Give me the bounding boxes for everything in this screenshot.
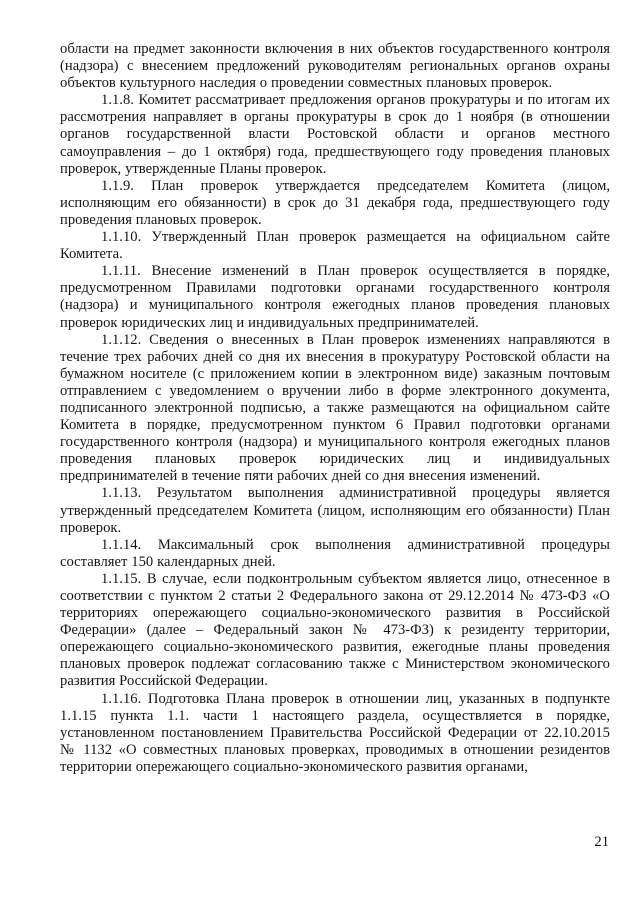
paragraph-1-1-13: 1.1.13. Результатом выполнения административной процедуры является утвержденный председателем Комитета (лицом, исполняющим его обязанности) План проверок. (60, 485, 610, 536)
paragraph-1-1-15: 1.1.15. В случае, если подконтрольным субъектом является лицо, отнесенное в соответствии с пунктом 2 статьи 2 Федерального закона от 29.12.2014 № 473-ФЗ «О территориях опережающего социально-экономического развития в Российской Федерации» (далее – Федеральный закон № 473-ФЗ) к резиденту территории, опережающего социально-экономического развития, ежегодные планы проведения плановых проверок подлежат согласованию также с Министерством экономического развития Российской Федерации. (60, 570, 610, 690)
paragraph-1-1-8: 1.1.8. Комитет рассматривает предложения органов прокуратуры и по итогам их рассмотрения направляет в органы прокуратуры в срок до 1 ноября (в отношении органов государственной власти Ростовской области и органов местного самоуправления – до 1 октября) года, предшествующего году проведения плановых проверок, утвержденные Планы проверок. (60, 92, 610, 177)
paragraph-1-1-16: 1.1.16. Подготовка Плана проверок в отношении лиц, указанных в подпункте 1.1.15 пункта 1.1. части 1 настоящего раздела, осуществляется в порядке, установленном постановлением Правительства Российской Федерации от 22.10.2015 № 1132 «О совместных плановых проверках, проводимых в отношении резидентов территории опережающего социально-экономического развития органами, (60, 690, 610, 775)
body-text (60, 41, 610, 776)
paragraph-1-1-12: 1.1.12. Сведения о внесенных в План проверок изменениях направляются в течение трех рабочих дней со дня их внесения в прокуратуру Ростовской области на бумажном носителе (с приложением копии в электронном виде) заказным почтовым отправлением с уведомлением о вручении либо в форме электронного документа, подписанного электронной подписью, а также размещаются на официальном сайте Комитета в порядке, предусмотренном пунктом 6 Правил подготовки органами государственного контроля (надзора) и муниципального контроля ежегодных планов проведения плановых проверок юридических лиц и индивидуальных предпринимателей в течение пяти рабочих дней со дня внесения изменений. (60, 331, 610, 485)
paragraph-1-1-14: 1.1.14. Максимальный срок выполнения административной процедуры составляет 150 календарных дней. (60, 536, 610, 570)
paragraph-1-1-10: 1.1.10. Утвержденный План проверок размещается на официальном сайте Комитета. (60, 229, 610, 263)
page-number: 21 (594, 834, 609, 850)
paragraph-1-1-11: 1.1.11. Внесение изменений в План проверок осуществляется в порядке, предусмотренном Правилами подготовки органами государственного контроля (надзора) и муниципального контроля ежегодных планов проведения плановых проверок юридических лиц и индивидуальных предпринимателей. (60, 263, 610, 331)
paragraph-continuation: области на предмет законности включения в них объектов государственного контроля (надзора) с внесением предложений руководителям региональных органов охраны объектов культурного наследия о проведении совместных плановых проверок. (60, 41, 610, 92)
paragraph-1-1-9: 1.1.9. План проверок утверждается председателем Комитета (лицом, исполняющим его обязанности) в срок до 31 декабря года, предшествующего году проведения плановых проверок. (60, 177, 610, 228)
